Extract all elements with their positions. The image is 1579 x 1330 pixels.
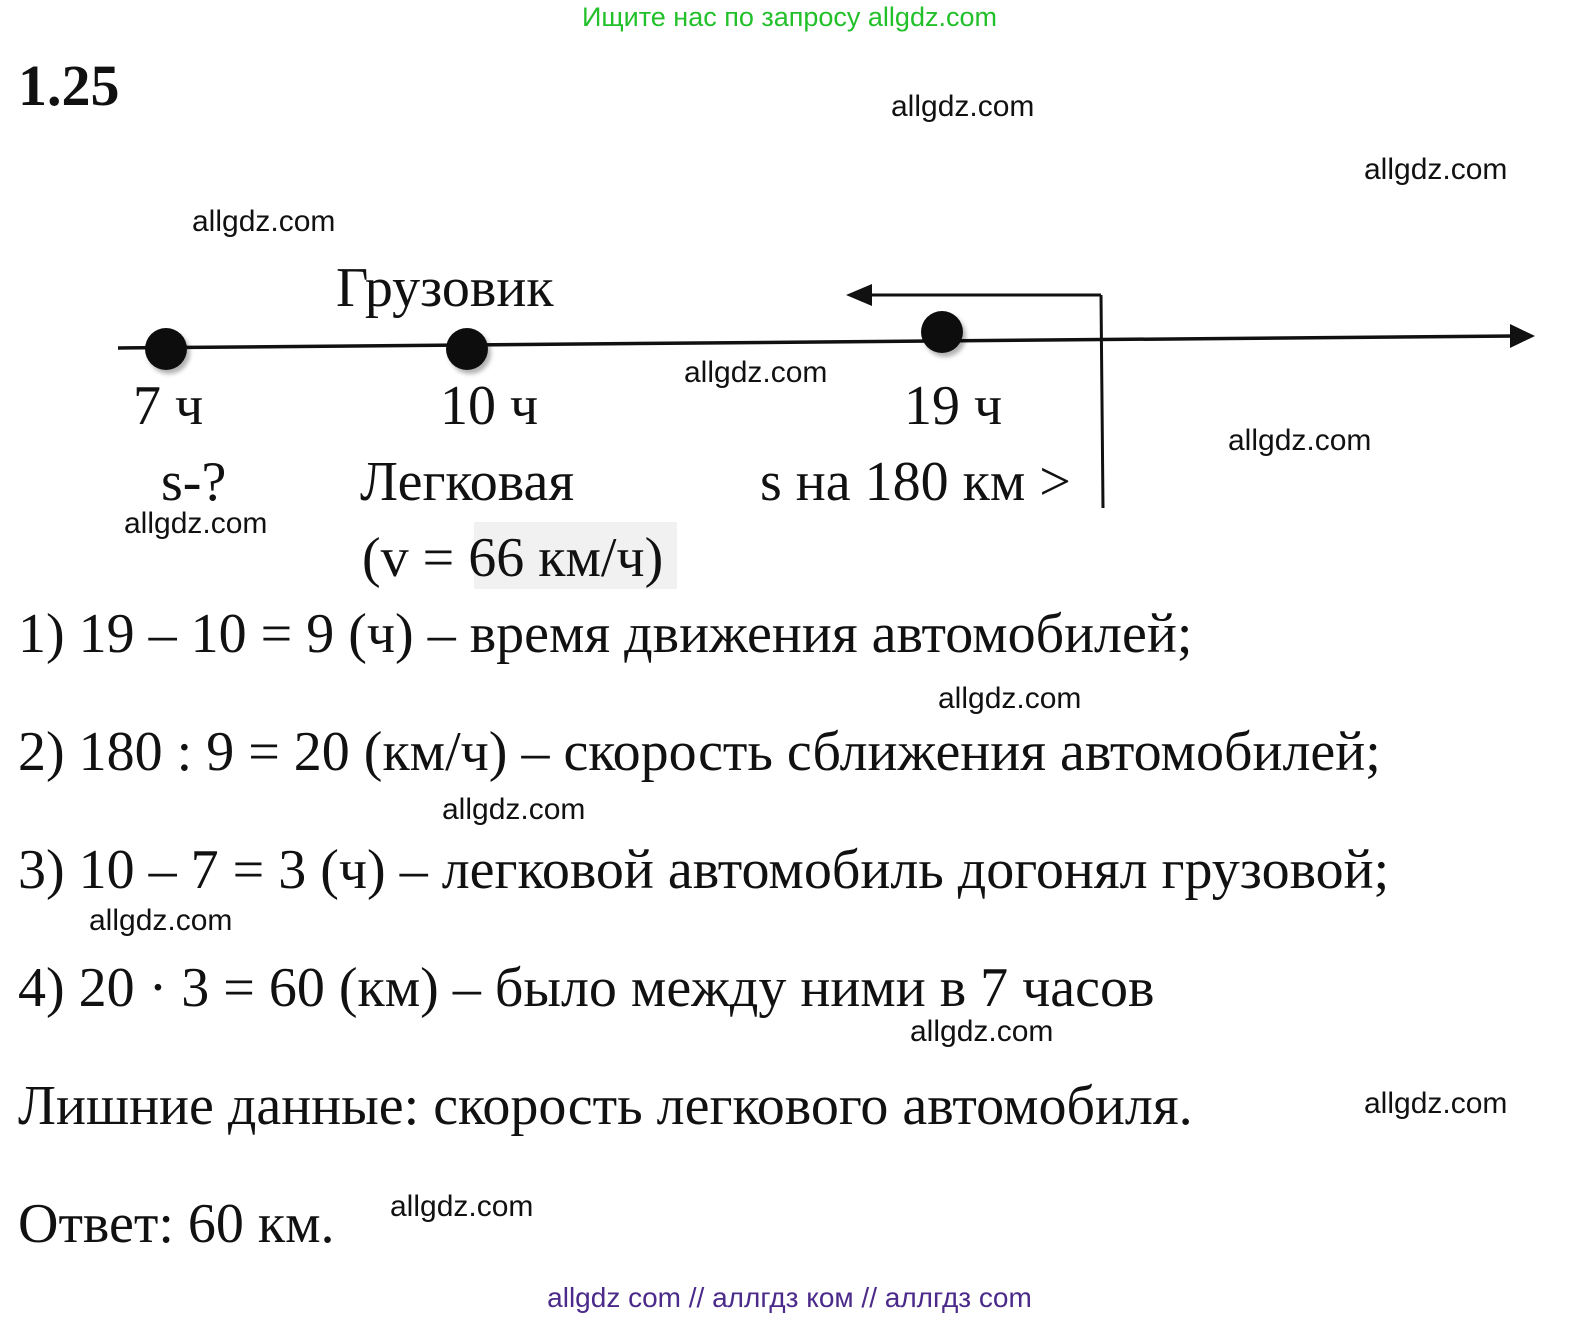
- top-banner: Ищите нас по запросу allgdz.com: [582, 2, 997, 32]
- watermark: allgdz.com: [910, 1015, 1054, 1048]
- extra-data: Лишние данные: скорость легкового автомобиля.: [18, 1075, 1193, 1137]
- time-axis: [118, 336, 1515, 348]
- watermark: allgdz.com: [442, 793, 586, 826]
- solution-step-2: 2) 180 : 9 = 20 (км/ч) – скорость сближения автомобилей;: [18, 721, 1381, 783]
- task-number: 1.25: [18, 53, 120, 118]
- watermark: allgdz.com: [89, 904, 233, 937]
- distance-bracket-vertical: [1101, 295, 1103, 508]
- watermark: allgdz.com: [1228, 424, 1372, 457]
- solution-step-4: 4) 20 · 3 = 60 (км) – было между ними в 7 часов: [18, 957, 1155, 1019]
- point-7h: [145, 328, 187, 370]
- distance-arrowhead-left: [846, 284, 872, 306]
- car-speed: (v = 66 км/ч): [362, 527, 664, 589]
- car-label: Легковая: [360, 451, 575, 513]
- time-label-10h: 10 ч: [440, 375, 539, 437]
- watermark: allgdz.com: [938, 682, 1082, 715]
- watermark: allgdz.com: [1364, 1087, 1508, 1120]
- solution-step-3: 3) 10 – 7 = 3 (ч) – легковой автомобиль догонял грузовой;: [18, 839, 1390, 901]
- watermark: allgdz.com: [891, 90, 1035, 123]
- time-label-19h: 19 ч: [904, 375, 1003, 437]
- distance-question: s-?: [161, 451, 227, 513]
- answer: Ответ: 60 км.: [18, 1193, 335, 1255]
- time-label-7h: 7 ч: [133, 375, 204, 437]
- watermark: allgdz.com: [192, 205, 336, 238]
- solution-step-1: 1) 19 – 10 = 9 (ч) – время движения автомобилей;: [18, 603, 1193, 665]
- point-19h: [921, 311, 963, 353]
- point-10h: [446, 328, 488, 370]
- truck-label: Грузовик: [336, 257, 554, 319]
- watermark: allgdz.com: [684, 356, 828, 389]
- footer-links: allgdz com // аллгдз ком // аллгдз com: [547, 1282, 1032, 1313]
- watermark: allgdz.com: [1364, 153, 1508, 186]
- time-axis-arrowhead: [1510, 324, 1535, 348]
- watermark: allgdz.com: [124, 507, 268, 540]
- watermark: allgdz.com: [390, 1190, 534, 1223]
- distance-note: s на 180 км >: [760, 451, 1071, 513]
